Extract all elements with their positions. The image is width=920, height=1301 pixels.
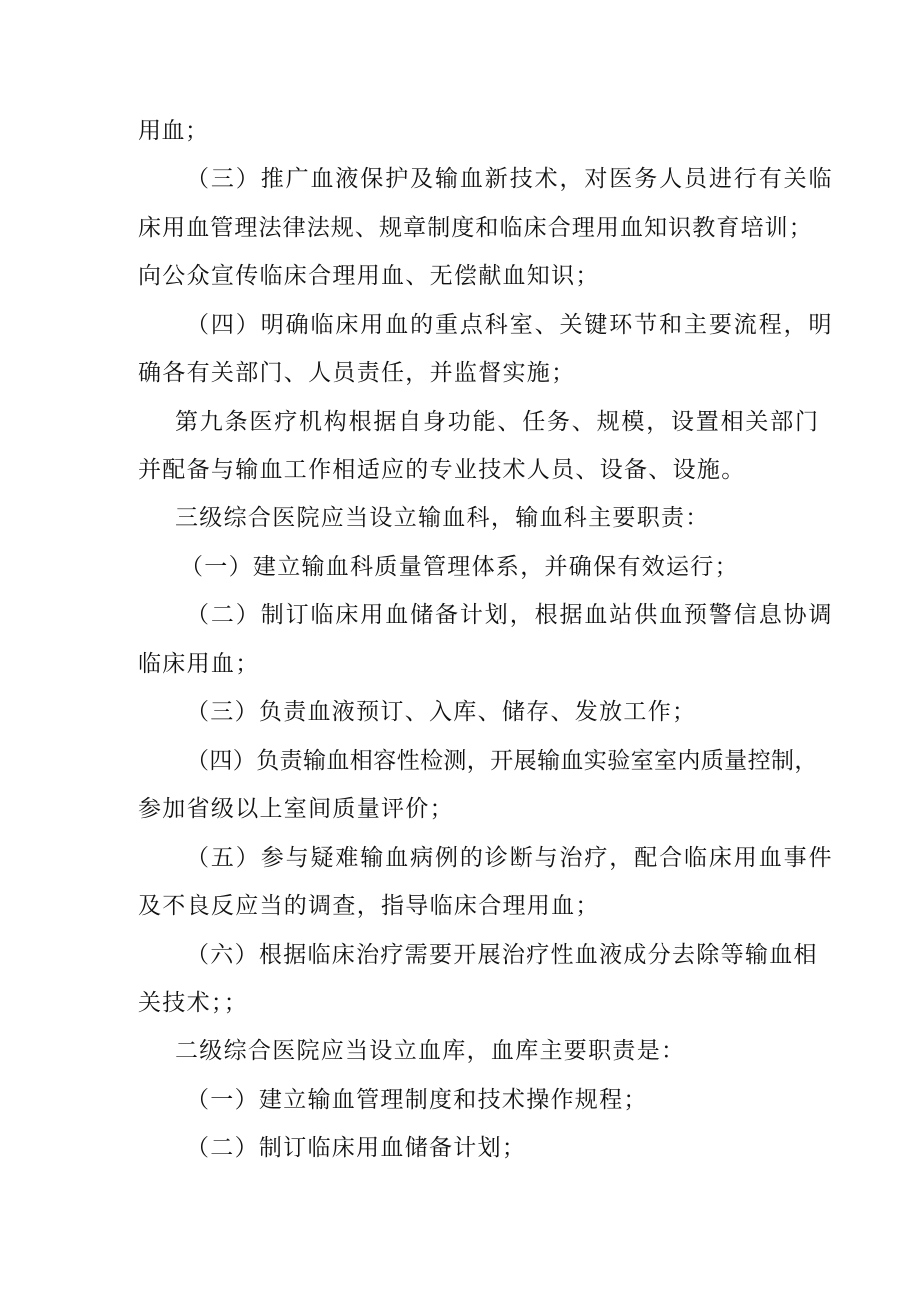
text-line: （五）参与疑难输血病例的诊断与治疗，配合临床用血事件 <box>186 845 834 871</box>
text-line: 三级综合医院应当设立输血科，输血科主要职责： <box>175 505 710 531</box>
text-line: 用血； <box>138 118 209 144</box>
text-line: 向公众宣传临床合理用血、无偿献血知识； <box>138 263 600 289</box>
text-line: （二）制订临床用血储备计划，根据血站供血预警信息协调 <box>186 602 834 628</box>
text-line: 参加省级以上室间质量评价； <box>138 796 454 822</box>
text-line: （三）负责血液预订、入库、储存、发放工作； <box>186 699 697 725</box>
text-line: （六）根据临床治疗需要开展治疗性血液成分去除等输血相 <box>186 942 818 968</box>
text-line: （三）推广血液保护及输血新技术，对医务人员进行有关临 <box>186 166 834 192</box>
text-line: （四）负责输血相容性检测，开展输血实验室室内质量控制， <box>186 748 818 774</box>
text-line: 二级综合医院应当设立血库，血库主要职责是： <box>175 1038 686 1064</box>
text-line: （四）明确临床用血的重点科室、关键环节和主要流程，明 <box>186 312 834 338</box>
text-line: 确各有关部门、人员责任，并监督实施； <box>138 360 576 386</box>
text-line: 并配备与输血工作相适应的专业技术人员、设备、设施。 <box>138 457 746 483</box>
text-line: （二）制订临床用血储备计划； <box>186 1135 527 1161</box>
text-line: 床用血管理法律法规、规章制度和临床合理用血知识教育培训； <box>138 215 813 241</box>
text-line: 关技术；； <box>138 990 248 1016</box>
text-line: （一）建立输血管理制度和技术操作规程； <box>186 1087 648 1113</box>
text-line: 临床用血； <box>138 651 260 677</box>
text-line: 第九条医疗机构根据自身功能、任务、规模，设置相关部门 <box>175 409 820 435</box>
text-line: （一）建立输血科质量管理体系，并确保有效运行； <box>180 554 739 580</box>
text-line: 及不良反应当的调查，指导临床合理用血； <box>138 893 600 919</box>
